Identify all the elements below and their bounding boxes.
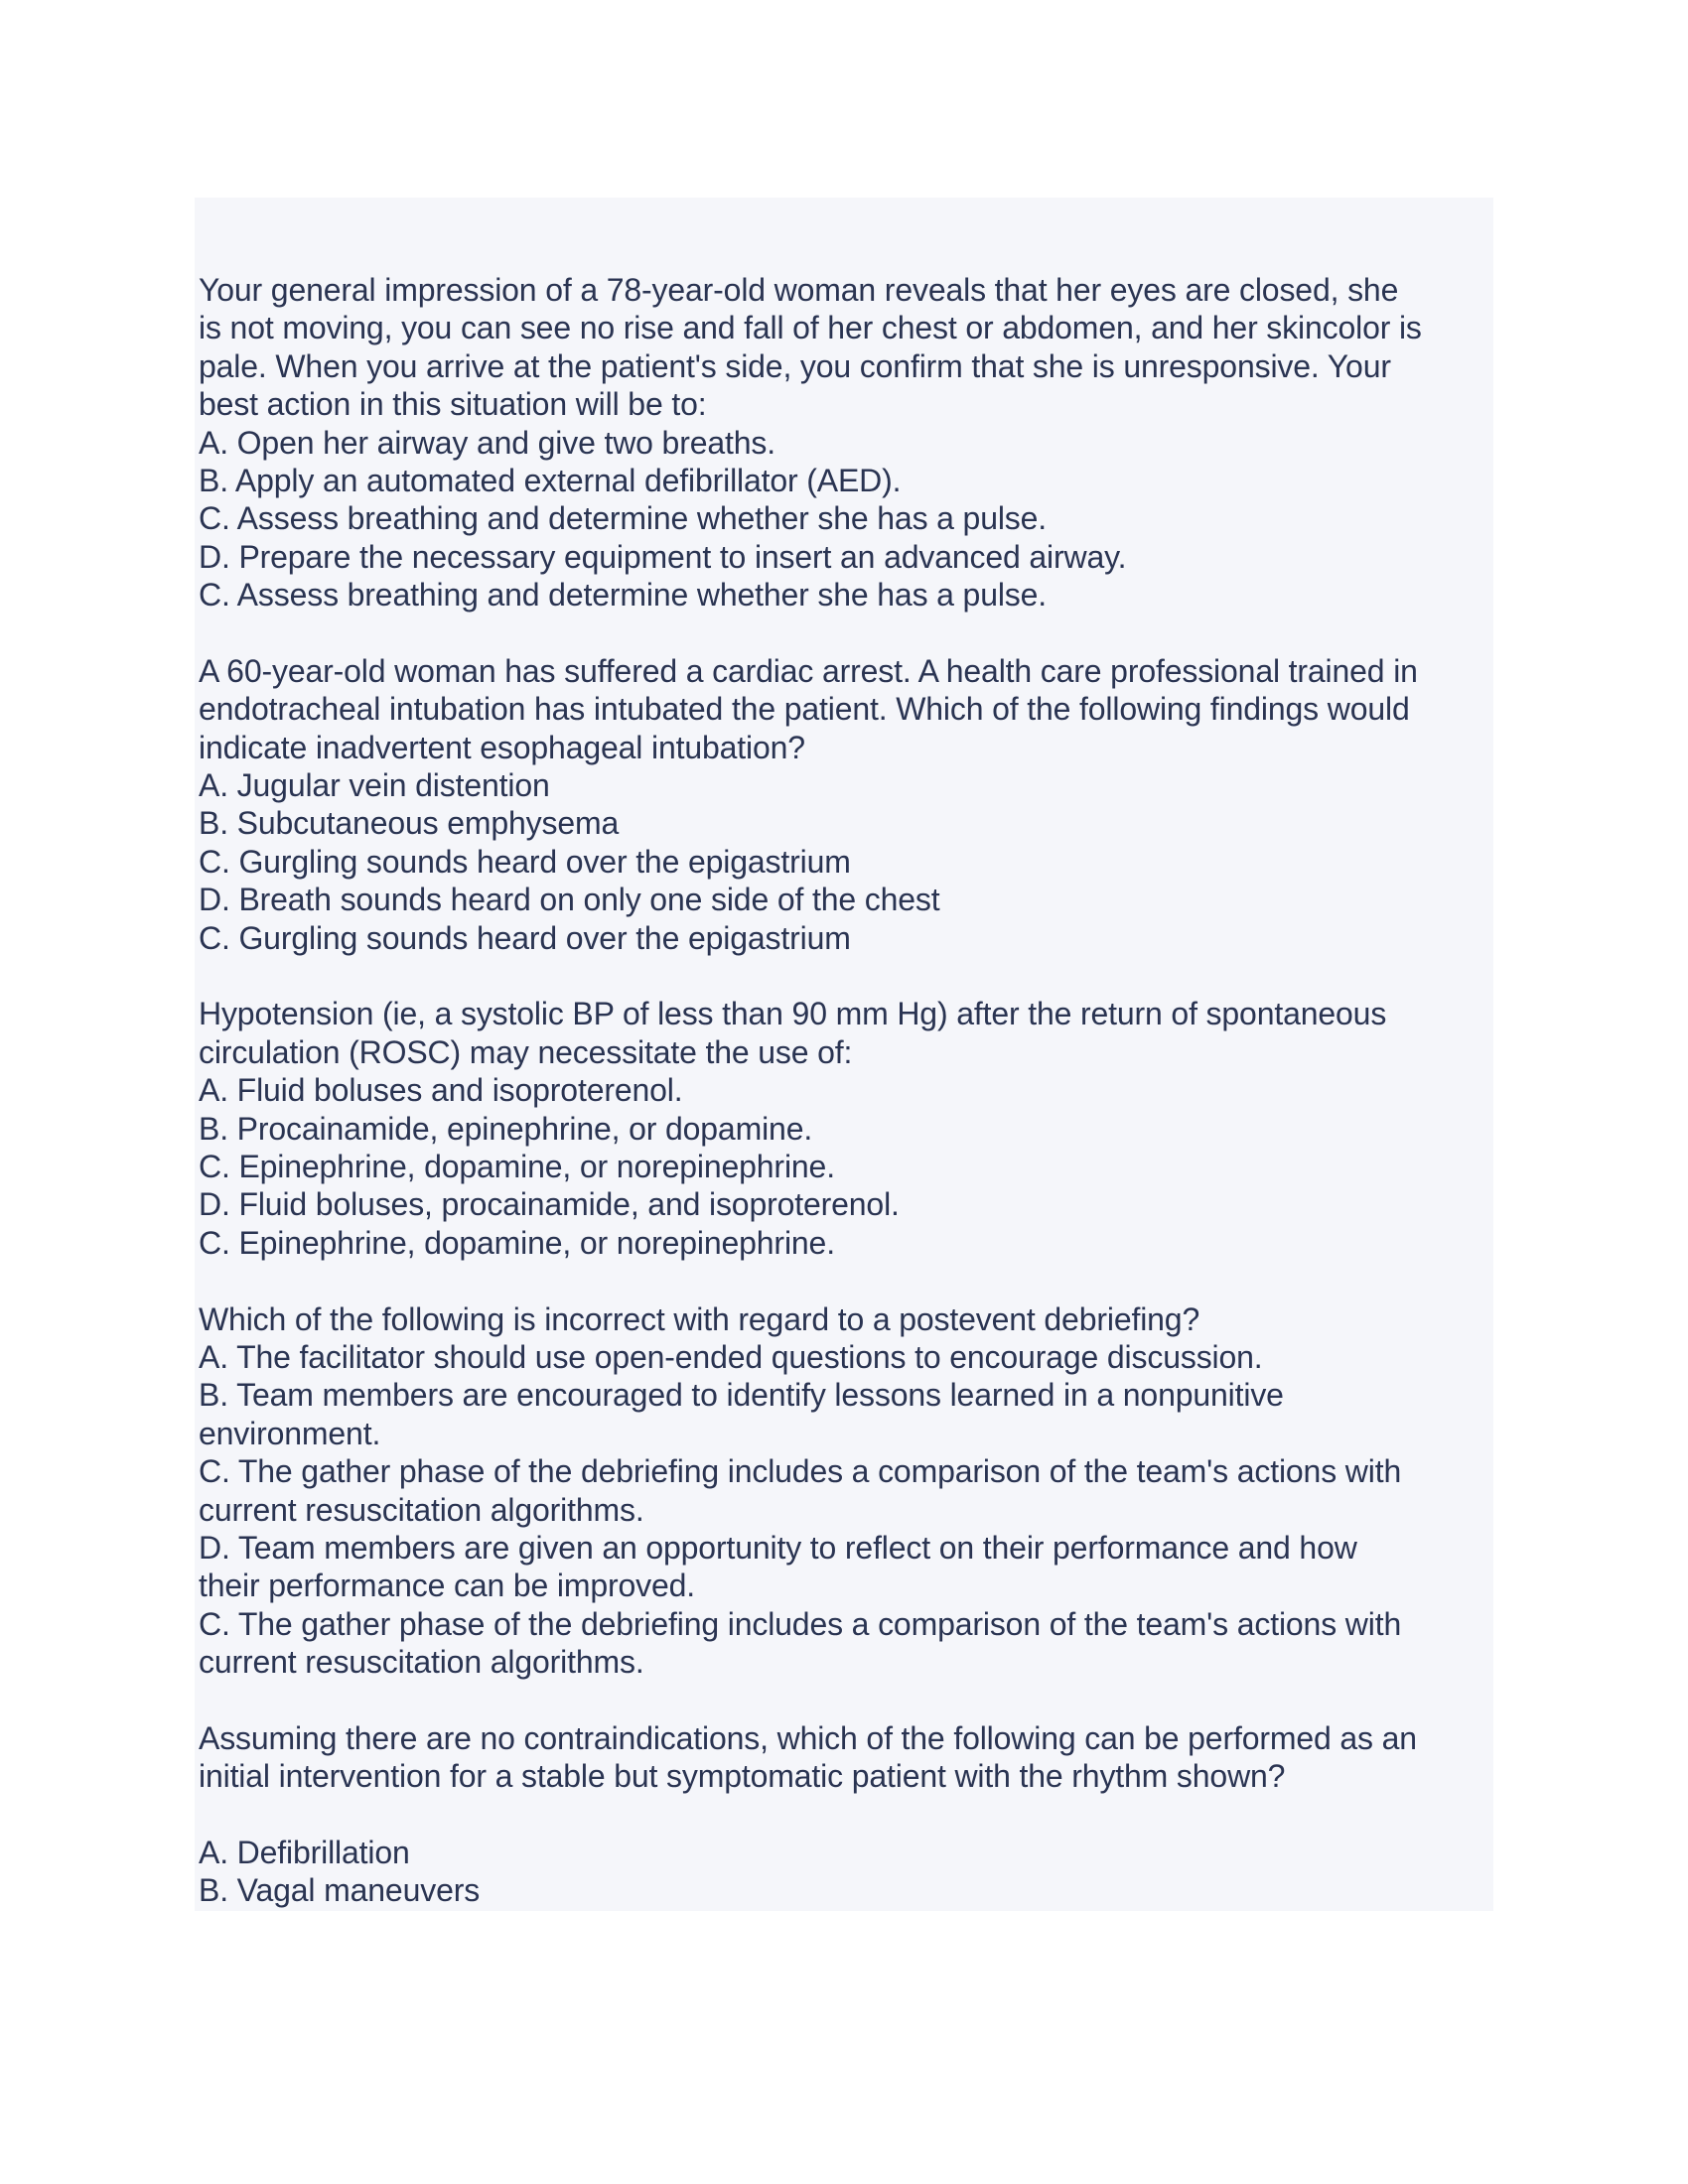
option-a: A. Fluid boluses and isoproterenol.	[199, 1072, 683, 1109]
question-stem-line: initial intervention for a stable but symptomatic patient with the rhythm shown?	[199, 1758, 1286, 1795]
question-stem-line: A 60-year-old woman has suffered a cardiac arrest. A health care professional trained in	[199, 652, 1418, 689]
question-stem-line: is not moving, you can see no rise and fall of her chest or abdomen, and her skincolor is	[199, 310, 1422, 346]
option-a: A. Jugular vein distention	[199, 767, 550, 804]
option-d: D. Prepare the necessary equipment to insert an advanced airway.	[199, 538, 1127, 575]
document-page	[195, 198, 1493, 1911]
option-a: A. Defibrillation	[199, 1835, 410, 1871]
option-b: B. Apply an automated external defibrillator (AED).	[199, 462, 902, 498]
spacer	[199, 1681, 1499, 1718]
option-c: C. Gurgling sounds heard over the epigastrium	[199, 843, 851, 880]
option-d-continued: their performance can be improved.	[199, 1568, 696, 1604]
answer-line-continued: current resuscitation algorithms.	[199, 1644, 644, 1681]
question-stem-line: circulation (ROSC) may necessitate the use of:	[199, 1033, 853, 1070]
question-stem-line: Assuming there are no contraindications, which of the following can be performed as an	[199, 1719, 1417, 1756]
question-stem-line: Hypotension (ie, a systolic BP of less than 90 mm Hg) after the return of spontaneous	[199, 996, 1387, 1032]
option-c-continued: current resuscitation algorithms.	[199, 1491, 644, 1528]
option-c: C. Epinephrine, dopamine, or norepinephrine.	[199, 1148, 835, 1184]
option-c: C. Assess breathing and determine whether she has a pulse.	[199, 500, 1048, 537]
option-b: B. Team members are encouraged to identify lessons learned in a nonpunitive	[199, 1377, 1284, 1414]
questions-content	[199, 271, 1499, 1910]
question-stem-line: pale. When you arrive at the patient's side, you confirm that she is unresponsive. Your	[199, 347, 1391, 384]
question-1	[199, 271, 1499, 614]
spacer	[199, 1796, 1499, 1834]
spacer	[199, 957, 1499, 995]
answer-line: C. Assess breathing and determine whether she has a pulse.	[199, 577, 1048, 614]
option-a: A. Open her airway and give two breaths.	[199, 424, 775, 461]
question-5	[199, 1719, 1499, 1910]
question-stem-line: Which of the following is incorrect with regard to a postevent debriefing?	[199, 1300, 1200, 1337]
spacer	[199, 614, 1499, 652]
answer-line: C. Epinephrine, dopamine, or norepinephrine.	[199, 1224, 835, 1261]
option-b: B. Subcutaneous emphysema	[199, 805, 620, 842]
answer-line: C. The gather phase of the debriefing includes a comparison of the team's actions with	[199, 1605, 1402, 1642]
question-3	[199, 995, 1499, 1262]
option-a: A. The facilitator should use open-ended questions to encourage discussion.	[199, 1338, 1263, 1375]
question-stem-line: indicate inadvertent esophageal intubation?	[199, 729, 805, 765]
option-d: D. Team members are given an opportunity to reflect on their performance and how	[199, 1529, 1357, 1566]
question-stem-line: endotracheal intubation has intubated the patient. Which of the following findings would	[199, 691, 1410, 728]
answer-line: C. Gurgling sounds heard over the epigastrium	[199, 919, 851, 956]
question-stem-line: best action in this situation will be to:	[199, 386, 707, 423]
option-b-continued: environment.	[199, 1415, 381, 1451]
question-stem-line: Your general impression of a 78-year-old woman reveals that her eyes are closed, she	[199, 272, 1399, 308]
spacer	[199, 1262, 1499, 1299]
question-2	[199, 652, 1499, 957]
option-b: B. Vagal maneuvers	[199, 1872, 481, 1909]
question-4	[199, 1300, 1499, 1682]
option-c: C. The gather phase of the debriefing includes a comparison of the team's actions with	[199, 1453, 1402, 1490]
option-d: D. Fluid boluses, procainamide, and isoproterenol.	[199, 1186, 900, 1223]
option-b: B. Procainamide, epinephrine, or dopamine.	[199, 1110, 813, 1147]
option-d: D. Breath sounds heard on only one side of the chest	[199, 882, 940, 918]
